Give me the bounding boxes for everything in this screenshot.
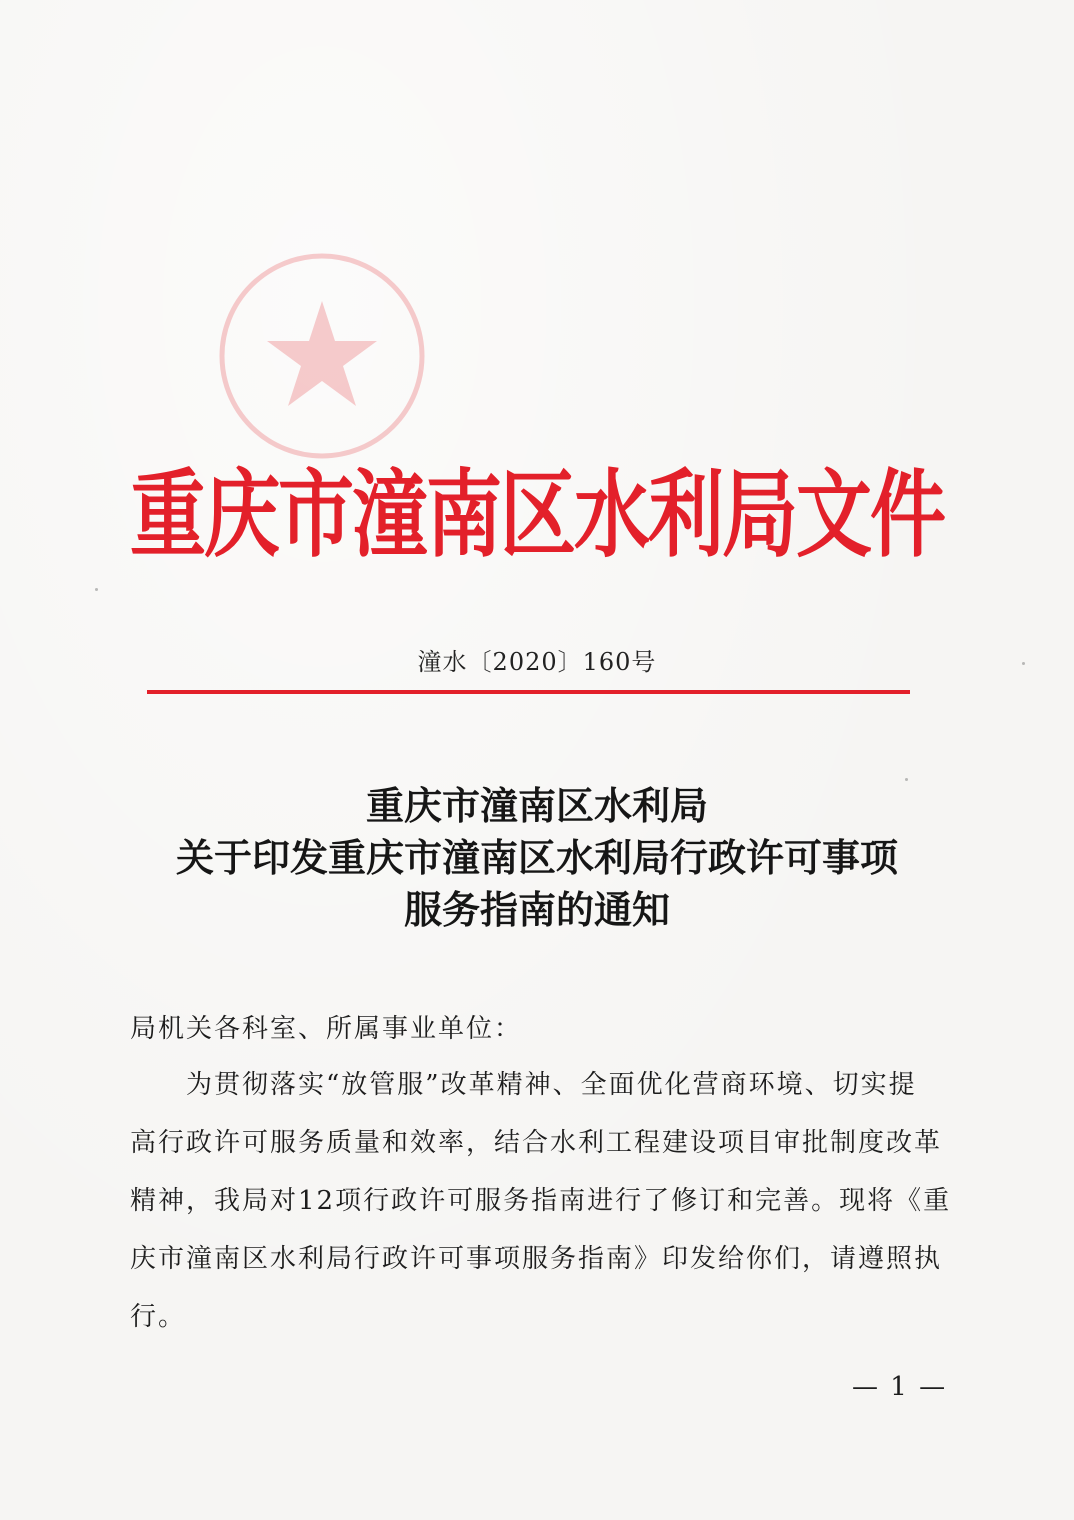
- body-line: 庆市潼南区水利局行政许可事项服务指南》印发给你们，请遵照执: [130, 1244, 943, 1274]
- document-number: 潼水〔2020〕160号: [417, 648, 657, 676]
- page-number: — 1 —: [852, 1372, 948, 1402]
- title-line: 重庆市潼南区水利局: [365, 783, 708, 828]
- title-line: 关于印发重庆市潼南区水利局行政许可事项: [175, 835, 898, 880]
- body-paragraph: [130, 1056, 952, 1346]
- body-line: 为贯彻落实“放管服”改革精神、全面优化营商环境、切实提: [186, 1070, 917, 1100]
- salutation: 局机关各科室、所属事业单位：: [130, 1014, 523, 1044]
- seal-stamp-icon: [212, 246, 432, 466]
- title-line: 服务指南的通知: [403, 887, 670, 932]
- notice-title: [0, 780, 1074, 936]
- body-line: 精神，我局对12项行政许可服务指南进行了修订和完善。现将《重: [130, 1186, 952, 1216]
- masthead-title: 重庆市潼南区水利局文件: [130, 458, 944, 570]
- paper-speck: [95, 588, 98, 591]
- body-line: 行。: [130, 1302, 187, 1332]
- paper-speck: [905, 778, 908, 781]
- red-divider-rule: [147, 690, 910, 694]
- paper-speck: [1022, 662, 1025, 665]
- body-line: 高行政许可服务质量和效率，结合水利工程建设项目审批制度改革: [130, 1128, 943, 1158]
